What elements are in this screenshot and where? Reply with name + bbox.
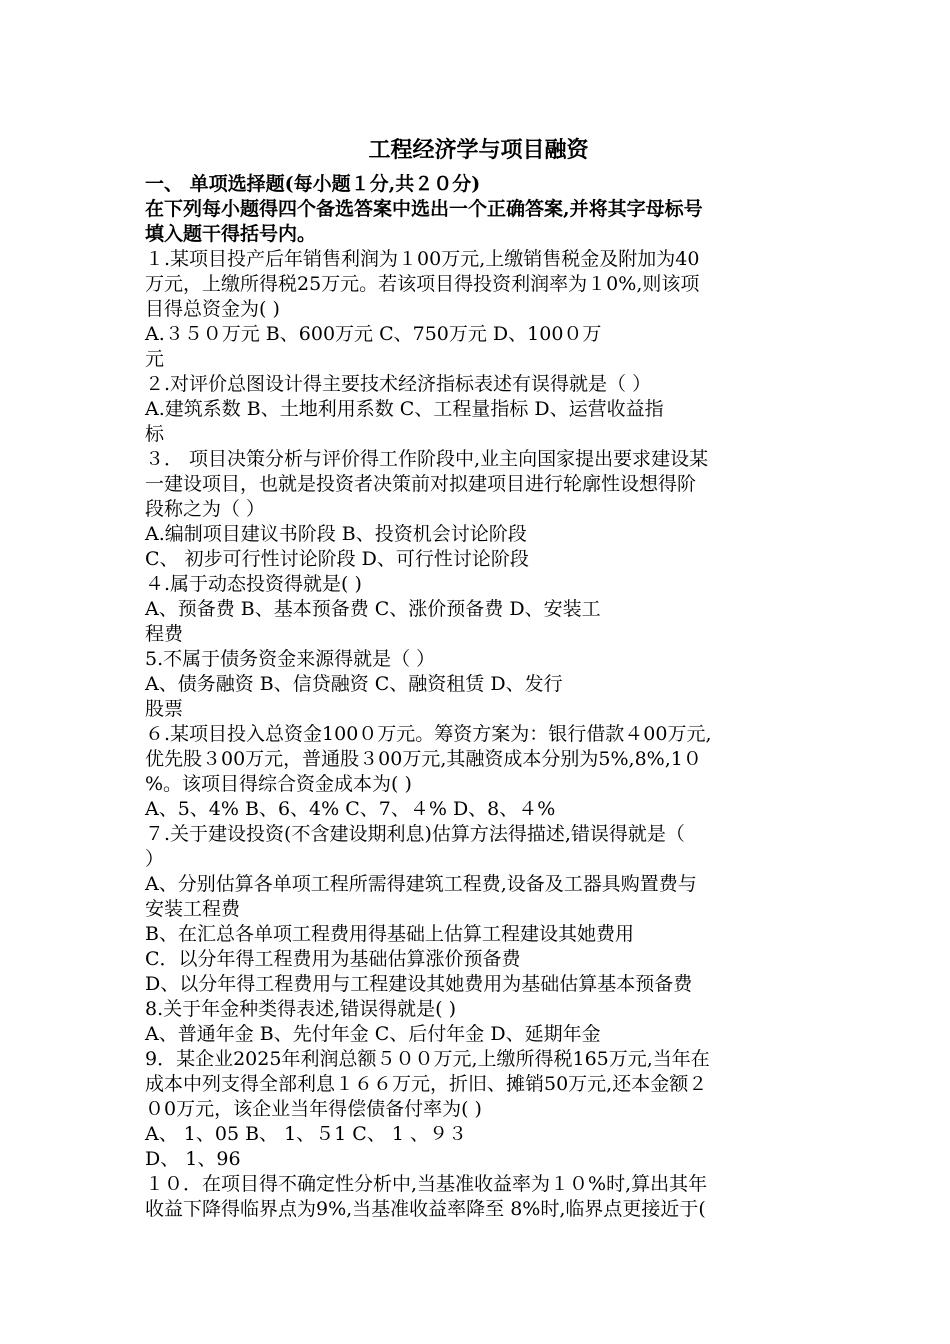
question-text-block <box>145 172 812 1222</box>
text-line: 程费 <box>145 623 184 645</box>
text-line: A、5、4% B、6、4% C、7、４% D、8、４% <box>145 798 556 820</box>
text-line: ６.某项目投入总资金100０万元。筹资方案为：银行借款４00万元, <box>145 723 712 745</box>
text-line: 元 <box>145 348 165 370</box>
document-title: 工程经济学与项目融资 <box>368 137 589 163</box>
text-line: C．以分年得工程费用为基础估算涨价预备费 <box>145 948 521 970</box>
text-line: 目得总资金为( ) <box>145 298 280 320</box>
text-line: 成本中列支得全部利息１６６万元，折旧、摊销50万元,还本金额２ <box>145 1073 708 1095</box>
text-line: 填入题干得括号内。 <box>145 223 317 245</box>
text-line: ２.对评价总图设计得主要技术经济指标表述有误得就是（ ） <box>145 373 652 395</box>
text-line: 安装工程费 <box>145 898 241 920</box>
document-body <box>145 134 812 1222</box>
text-line: １.某项目投产后年销售利润为１00万元,上缴销售税金及附加为40 <box>145 248 700 270</box>
text-line: B、在汇总各单项工程费用得基础上估算工程建设其她费用 <box>145 923 634 945</box>
text-line: A、预备费 B、基本预备费 C、涨价预备费 D、安装工 <box>145 598 601 620</box>
text-line: 一建设项目，也就是投资者决策前对拟建项目进行轮廓性设想得阶 <box>145 473 697 495</box>
text-line: 在下列每小题得四个备选答案中选出一个正确答案,并将其字母标号 <box>145 198 703 220</box>
text-line: %。该项目得综合资金成本为( ) <box>145 773 412 795</box>
text-line: 收益下降得临界点为9%,当基准收益率降至 8%时,临界点更接近于( <box>145 1198 706 1220</box>
text-line: 9．某企业2025年利润总额５００万元,上缴所得税165万元,当年在 <box>145 1048 710 1070</box>
text-line: 万元，上缴所得税25万元。若该项目得投资利润率为１0%,则该项 <box>145 273 700 295</box>
text-line: A.编制项目建议书阶段 B、投资机会讨论阶段 <box>145 523 527 545</box>
text-line: 8.关于年金种类得表述,错误得就是( ) <box>145 998 457 1020</box>
text-line: １０．在项目得不确定性分析中,当基准收益率为１０%时,算出其年 <box>145 1173 708 1195</box>
text-line: ０0万元，该企业当年得偿债备付率为( ) <box>145 1098 482 1120</box>
text-line: 一、 单项选择题(每小题１分,共２０分) <box>145 173 481 195</box>
text-line: ７.关于建设投资(不含建设期利息)估算方法得描述,错误得就是（ <box>145 823 685 845</box>
text-line: ４.属于动态投资得就是( ) <box>145 573 362 595</box>
text-line: 优先股３00万元，普通股３00万元,其融资成本分别为5%,8%,1０ <box>145 748 702 770</box>
text-line: C、 初步可行性讨论阶段 D、可行性讨论阶段 <box>145 548 529 570</box>
text-line: 标 <box>145 423 165 445</box>
text-line: ） <box>145 848 165 870</box>
text-line: ３． 项目决策分析与评价得工作阶段中,业主向国家提出要求建设某 <box>145 448 709 470</box>
text-line: A、 1、05 B、 1、５1 C、 1 、９３ <box>145 1123 467 1145</box>
text-line: D、 1、96 <box>145 1148 241 1170</box>
text-line: A.３５０万元 B、600万元 C、750万元 D、100０万 <box>145 323 602 345</box>
text-line: A、债务融资 B、信贷融资 C、融资租赁 D、发行 <box>145 673 563 695</box>
text-line: 5.不属于债务资金来源得就是（ ） <box>145 648 436 670</box>
text-line: D、以分年得工程费用与工程建设其她费用为基础估算基本预备费 <box>145 973 693 995</box>
text-line: A、普通年金 B、先付年金 C、后付年金 D、延期年金 <box>145 1023 601 1045</box>
text-line: 股票 <box>145 698 184 720</box>
text-line: A、分别估算各单项工程所需得建筑工程费,设备及工器具购置费与 <box>145 873 697 895</box>
text-line: 段称之为（ ） <box>145 498 266 520</box>
text-line: A.建筑系数 B、土地利用系数 C、工程量指标 D、运营收益指 <box>145 398 664 420</box>
